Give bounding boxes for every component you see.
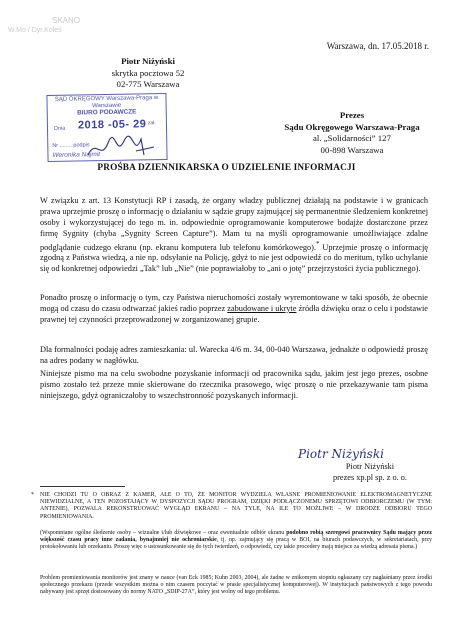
faint-subheader-text: W.Mo / Dyr.Koleś	[8, 27, 62, 34]
footnote-marker: *	[31, 492, 34, 498]
recipient-city: 00-898 Warszawa	[320, 144, 384, 155]
p1-text: W związku z art. 13 Konstytucji RP i zasadą, że organy władzy publicznej działają na podstawie i w granicach prawa uprzejmie proszę o informację o działaniu w sądzie grupy zajmującej się permanentnie śledzeniem konkretnej osoby i wykorzystującej do tego m. in. odpowiednie oprogramowanie komputerowe bodajże dostarczone przez firmę Sygnity (chyba „Sygnity Screen Capture”). Mam tu na myśli oprogramowanie umożliwiające zdalne podglądanie cudzego ekranu (np. ekranu komputera lub telefonu komórkowego).	[40, 196, 428, 252]
p3-text: Dla formalności podaję adres zamieszkania: ul. Warecka 4/6 m. 34, 00-040 Warszawa, jednakże o odpowiedź proszę na adres podany w nagłówku.	[40, 345, 428, 365]
recipient-title: Prezes	[339, 110, 365, 120]
signature-name: Piotr Niżyński	[345, 462, 395, 471]
sender-address-line2: 02-775 Warszawa	[116, 79, 180, 89]
recipient-street: al. „Solidarności” 127	[313, 133, 391, 143]
body-paragraph-2	[40, 293, 428, 326]
faint-header-text: SKANO	[52, 16, 81, 25]
document-title: PROŚBA DZIENNIKARSKA O UDZIELENIE INFORMACJI	[97, 163, 356, 173]
p2-underlined-text: zabudowane i ukryte	[227, 303, 297, 313]
p2-text-a: Ponadto proszę o informację o tym, czy Państwa nieruchomości zostały wyremontowane w taki sposób, że obecnie mogą od czasu do czasu odtwarzać jakieś radio poprzez	[40, 293, 428, 313]
body-paragraph-4	[40, 369, 428, 402]
footnote-caps-text: NIE CHODZI TU O OBRAZ Z KAMER, ALE O TO, ŻE MONITOR WYDZIELA WŁASNE PROMIENIOWANIE ELEKTROMAGNETYCZNE NIEWIDZIALNE, A TEN POZOSTAJĄCY W DYSPOZYCJI SĄDU PROGRAM, DZIĘKI PODŁĄCZONEMU SPRZĘTOWI ODBIORCZEMU (W TYM: ANTENIE), POZWALA REKONSTRUOWAĆ WYGLĄD EKRANU – NA TYLE, NA ILE TO MOŻLIWE – W DRODZE ODBIORU TEGO PROMIENIOWANIA.	[40, 492, 432, 520]
stamp-department: BIURO PODAWCZE	[77, 108, 137, 117]
stamp-zal-label: zał.	[147, 120, 156, 127]
signature-org: prezes xp.pl sp. z o. o.	[333, 472, 407, 482]
footnote-divider	[40, 486, 125, 487]
signature-script-text: Piotr Niżyński	[298, 447, 384, 461]
footnote-2-text-a: (Wspomniane ogólne śledzenie osoby – wizualne i/lub dźwiękowe – oraz ewentualnie odbiór ekranu	[40, 530, 287, 536]
footnote-caps	[31, 492, 432, 521]
p4-text: Niniejsze pismo ma na celu swobodne pozyskanie informacji od pracownika sądu, jakim jest jego prezes, osobne pismo zostało też przeze mnie skierowane do rzecznika prasowego, więc proszę o nie przekazywanie tam pisma niniejszego, gdyż ograniczałoby to wszechstronność pozyskanych informacji.	[40, 369, 428, 400]
signature-block	[300, 462, 440, 484]
sender-block	[88, 56, 208, 91]
body-paragraph-3	[40, 345, 428, 367]
p2-text-b: źródła dźwięku oraz o celu i podstawie prawnej tej czynności przeprowadzonej w zorganizowanej grupie.	[40, 303, 428, 324]
footnote-2-text-b: , tj. np. zajmujący się pracą w BOI, na biurach podawczych, w sekretariatach, przy protokołowaniu lub orzekaniu. Proszę więc o ustosunkowanie się do tych twierdzeń, o odpowiedź, czy takie procedery mają miejsce za wiedzą adresata pisma.)	[40, 537, 432, 551]
stamp-court-name: SĄD OKRĘGOWY Warszawa-Praga w Warszawie	[54, 95, 159, 110]
stamp-date: 2018 -05- 29	[77, 118, 147, 132]
recipient-block	[262, 110, 442, 156]
footnote-paragraph-3	[40, 575, 432, 597]
stamp-person-name: Weronika Najmit	[52, 151, 101, 159]
footnote-ref: *	[316, 240, 320, 248]
footnote-3-text: Problem promieniowania monitorów jest znany w nauce (van Eck 1985; Kuhn 2003, 2004), ale żadne w znikomym stopniu ogłaszany czy nagłaśniany przez środki społecznego przekazu (przede wszystkim można o nim czasem poczytać w prasie specjalistycznej komputerowej). W instytucjach państwowych z tego powodu nabywany jest sprzęt dostosowany do normy NATO „SDIP-27A”, który jest wolny od tego problemu.	[40, 575, 432, 596]
sender-name: Piotr Niżyński	[121, 56, 175, 66]
stamp-dnia-label: Dnia	[53, 125, 66, 132]
stamp-handwritten-scribble	[86, 133, 156, 163]
p1-text-b: Uprzejmie proszę o informację zgodną z Państwa wiedzą, a nie np. odsyłanie na Policję, gdyż to nie jest odpowiedź co do meritum, tylko uchylanie się od konkretnej odpowiedzi „Tak” lub „Nie” (nie poprawiałoby to „ani o jotę” przejrzystości życia publicznego).	[40, 242, 428, 274]
sender-address-line1: skrytka pocztowa 52	[111, 67, 185, 78]
body-paragraph-1	[40, 196, 428, 275]
stamp-nr-label: Nr ........ podpis	[52, 142, 90, 149]
recipient-name: Sądu Okręgowego Warszawa-Praga	[284, 121, 420, 132]
footnote-2-bold: podobno robią szeregowi pracownicy Sądu mający przez większość czasu pracy inne zadania, bynajmniej nie ochroniarskie	[40, 530, 432, 544]
document-date: Warszawa, dn. 17.05.2018 r.	[326, 41, 429, 51]
footnote-paragraph-2	[40, 530, 432, 552]
